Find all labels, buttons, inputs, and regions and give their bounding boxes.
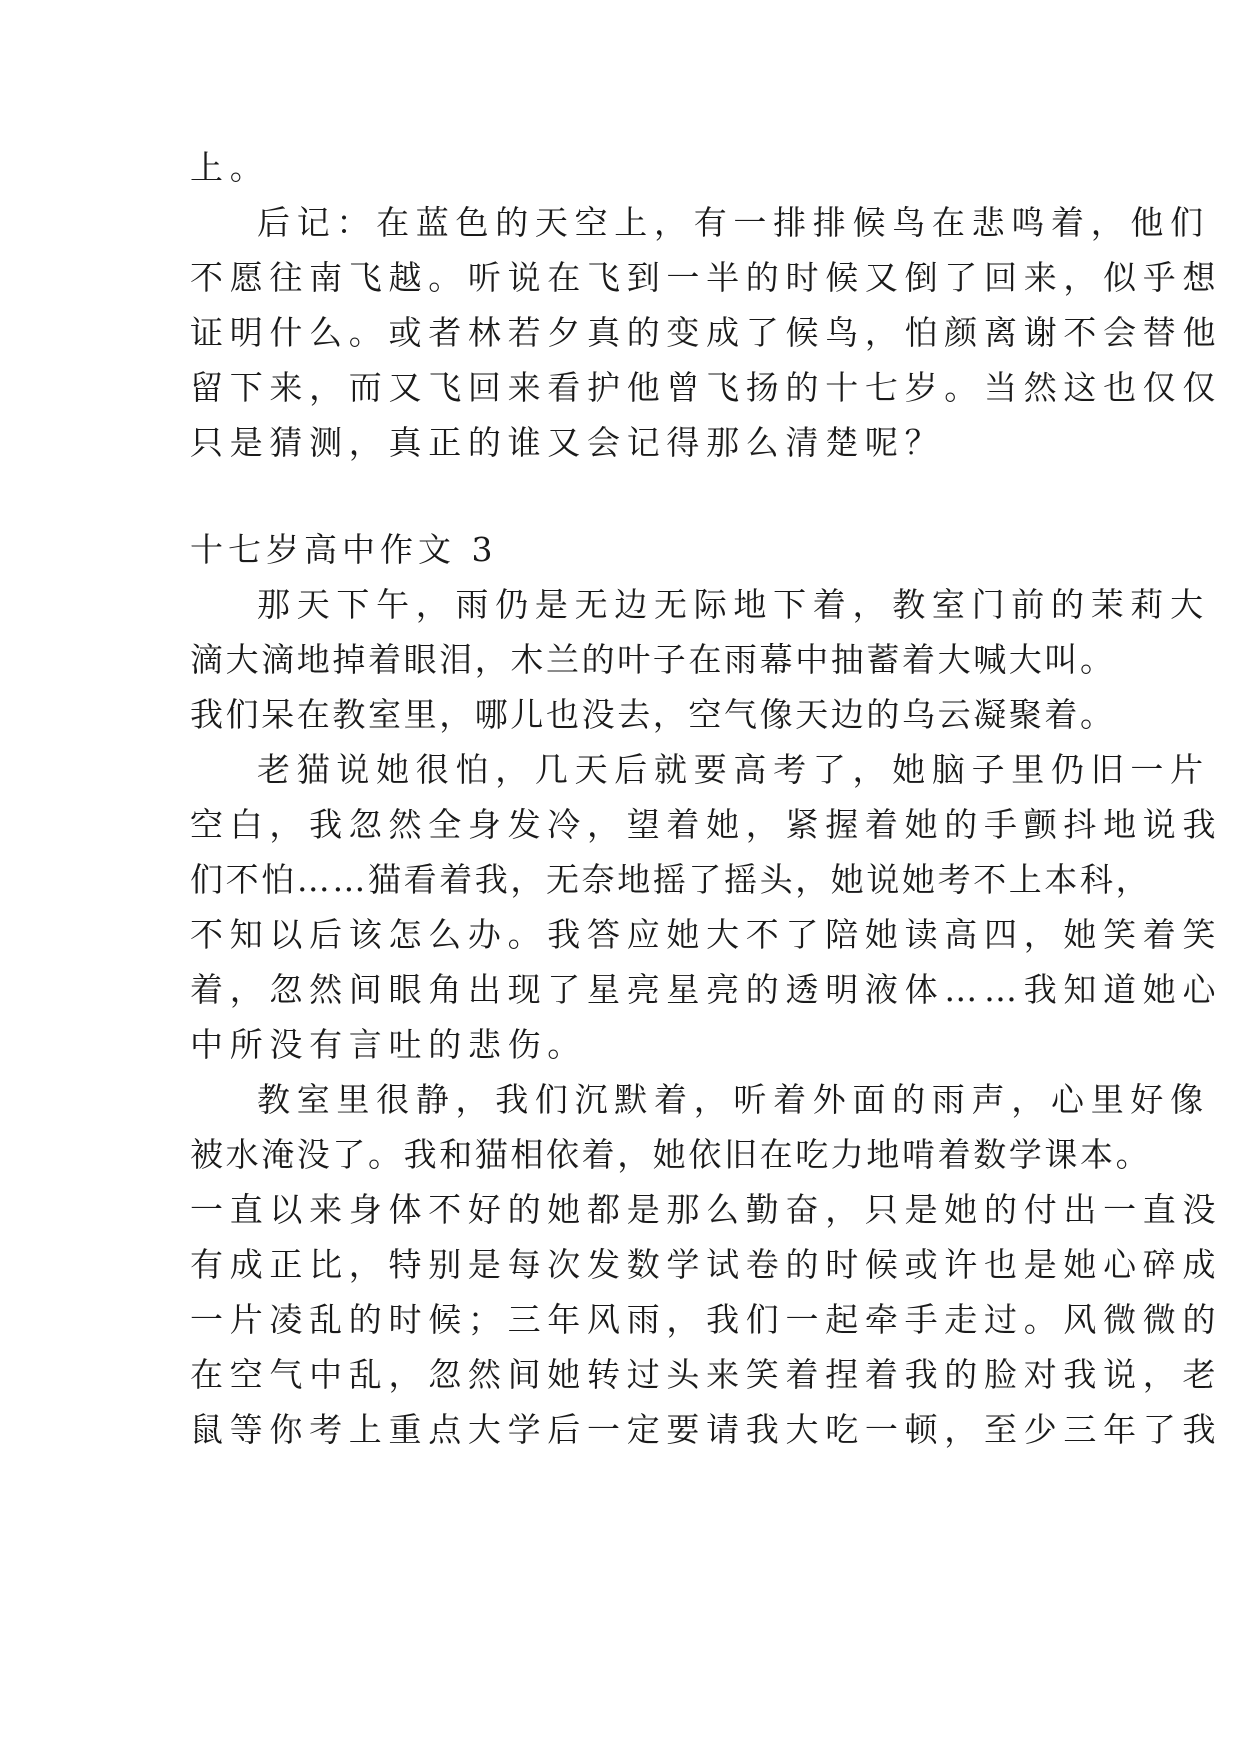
text-line: 滴大滴地掉着眼泪，木兰的叶子在雨幕中抽蓄着大喊大叫。 bbox=[190, 640, 1116, 679]
text-line: 中所没有言吐的悲伤。 bbox=[190, 1025, 587, 1064]
section-heading: 十七岁高中作文 3 bbox=[190, 530, 498, 569]
text-line: 有成正比，特别是每次发数学试卷的时候或许也是她心碎成 bbox=[190, 1245, 1223, 1284]
text-line: 一片凌乱的时候；三年风雨，我们一起牵手走过。风微微的 bbox=[190, 1300, 1223, 1339]
text-line: 只是猜测，真正的谁又会记得那么清楚呢？ bbox=[190, 423, 945, 462]
text-line: 们不怕……猫看着我，无奈地摇了摇头，她说她考不上本科， bbox=[190, 860, 1152, 899]
text-line: 空白，我忽然全身发冷，望着她，紧握着她的手颤抖地说我 bbox=[190, 805, 1223, 844]
text-line: 在空气中乱，忽然间她转过头来笑着捏着我的脸对我说，老 bbox=[190, 1355, 1223, 1394]
text-line: 上。 bbox=[190, 148, 270, 187]
text-line: 不愿往南飞越。听说在飞到一半的时候又倒了回来，似乎想 bbox=[190, 258, 1223, 297]
text-line: 留下来，而又飞回来看护他曾飞扬的十七岁。当然这也仅仅 bbox=[190, 368, 1223, 407]
text-line: 被水淹没了。我和猫相依着，她依旧在吃力地啃着数学课本。 bbox=[190, 1135, 1152, 1174]
text-line: 我们呆在教室里，哪儿也没去，空气像天边的乌云凝聚着。 bbox=[190, 695, 1116, 734]
text-line: 鼠等你考上重点大学后一定要请我大吃一顿，至少三年了我 bbox=[190, 1410, 1223, 1449]
text-line: 一直以来身体不好的她都是那么勤奋，只是她的付出一直没 bbox=[190, 1190, 1223, 1229]
text-line: 着，忽然间眼角出现了星亮星亮的透明液体……我知道她心 bbox=[190, 970, 1223, 1009]
text-line: 不知以后该怎么办。我答应她大不了陪她读高四，她笑着笑 bbox=[190, 915, 1223, 954]
paragraph-afterword-start: 后记：在蓝色的天空上，有一排排候鸟在悲鸣着，他们 bbox=[257, 203, 1210, 242]
paragraph-start: 教室里很静，我们沉默着，听着外面的雨声，心里好像 bbox=[257, 1080, 1210, 1119]
paragraph-start: 那天下午，雨仍是无边无际地下着，教室门前的茉莉大 bbox=[257, 585, 1210, 624]
text-line: 证明什么。或者林若夕真的变成了候鸟，怕颜离谢不会替他 bbox=[190, 313, 1223, 352]
paragraph-start: 老猫说她很怕，几天后就要高考了，她脑子里仍旧一片 bbox=[257, 750, 1210, 789]
